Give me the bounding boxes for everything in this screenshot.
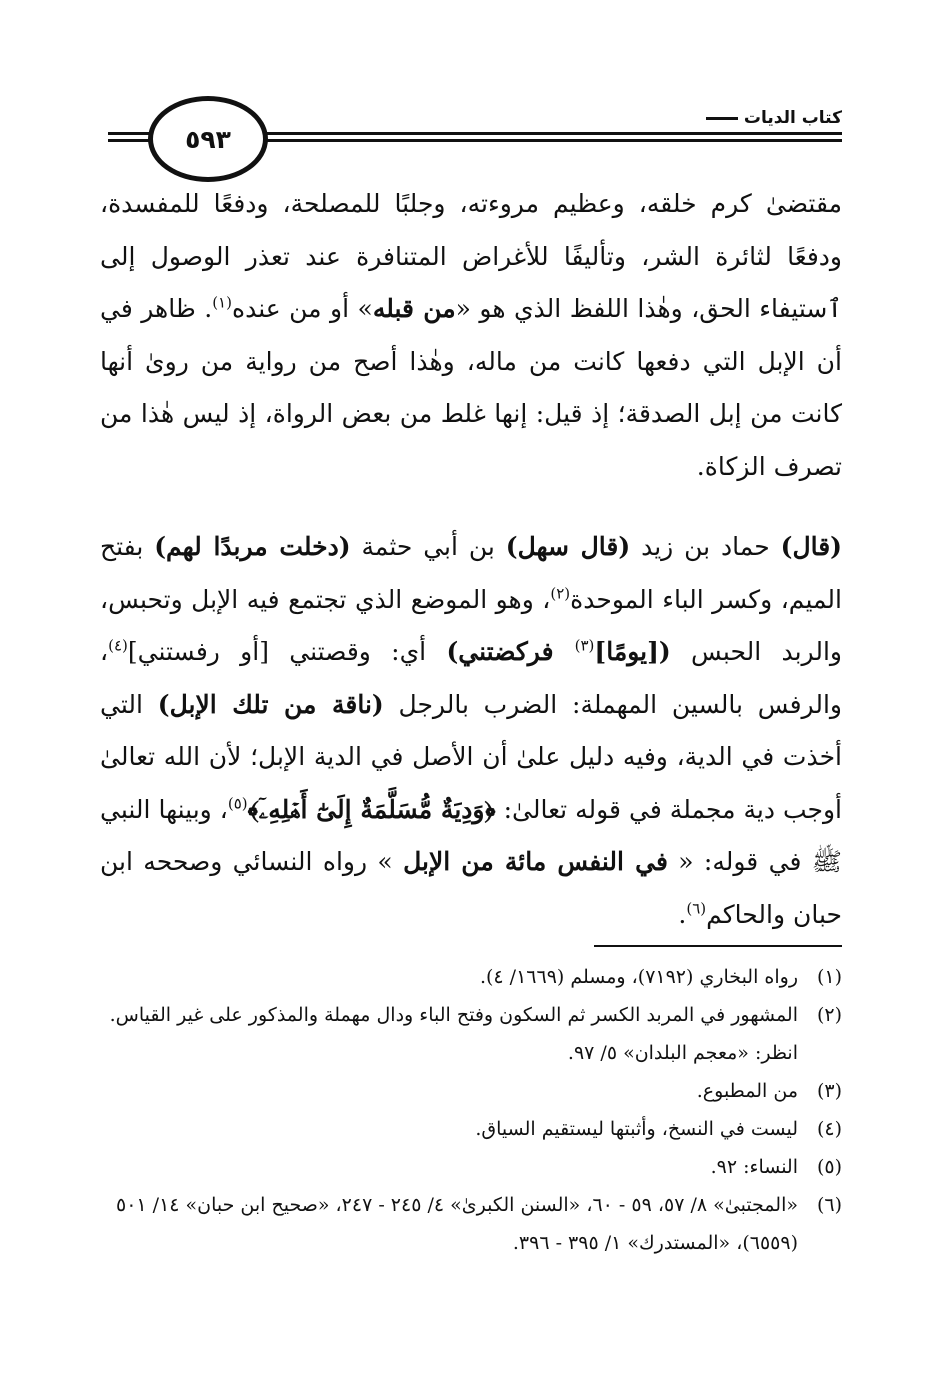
footnote-marker: (١) [212,293,232,312]
footnote-separator [594,945,842,947]
footnote-text: «المجتبىٰ» ٨/ ٥٧، ٥٩ - ٦٠، «السنن الكبرىٰ» ٤/ ٢٤٥ - ٢٤٧، «صحيح ابن حبان» ١٤/ ٥٠١ (٦٥٥٩)، «المستدرك» ١/ ٣٩٥ - ٣٩٦. [115,1194,798,1254]
bold-run: (ناقة من تلك الإبل) [157,689,384,719]
bold-run: ([يومًا] [594,637,671,666]
footnote-item [96,996,842,1072]
running-title [690,108,842,128]
page-number-badge [148,96,268,182]
footnote-marker: (٢) [550,584,571,603]
running-title-text: كتاب الديات [743,108,842,128]
footnote-marker: (٦) [686,899,707,918]
paragraph-2 [100,521,842,941]
text-run: . ظاهر في أن الإبل التي دفعها كانت من ماله، وهٰذا أصح من رواية من روىٰ أنها كانت من إبل الصدقة؛ إذ قيل: إنها غلط من بعض الرواة، إذ ليس هٰذا من تصرف الزكاة. [100,294,842,481]
footnote-marker: (٣) [574,636,595,655]
hadith-quote: في النفس مائة من الإبل [403,847,668,876]
running-title-dash [706,117,738,120]
footnote-text: رواه البخاري (٧١٩٢)، ومسلم (١٦٦٩/ ٤). [479,966,798,988]
footnotes [96,958,842,1262]
footnote-item [96,1186,842,1262]
footnote-number: (٦) [816,1194,842,1216]
footnote-number: (١) [816,966,842,988]
footnote-number: (٤) [816,1118,842,1140]
text-run: » رواه النسائي وصححه ابن حبان والحاكم [100,847,842,929]
footnote-item [96,958,842,996]
page-number: ٥٩٣ [185,124,231,154]
bold-run: فركضتني) [446,637,575,666]
footnote-number: (٥) [816,1156,842,1178]
main-text [100,178,842,941]
footnote-item [96,1148,842,1186]
text-run: مقتضىٰ كرم خلقه، وعظيم مروءته، وجلبًا للمصلحة، ودفعًا للمفسدة، ودفعًا لثائرة الشر، وتأليفًا للأغراض المتنافرة عند تعذر الوصول إلى ٱستيفاء الحق، وهٰذا اللفظ الذي هو « [100,189,842,323]
footnote-text: من المطبوع. [696,1080,798,1102]
text-run: ، والرفس بالسين المهملة: الضرب بالرجل [100,637,842,719]
footnote-text: المشهور في المربد الكسر ثم السكون وفتح الباء ودال مهملة والمذكور على غير القياس. انظر: «معجم البلدان» ٥/ ٩٧. [109,1004,798,1064]
footnote-text: النساء: ٩٢. [710,1156,798,1178]
paragraph-1 [100,178,842,493]
footnote-marker: (٤) [108,636,128,655]
quran-quote: ﴿وَدِيَةٌ مُّسَلَّمَةٌ إِلَىٰٓ أَهۡلِهِۦٓ﴾ [247,794,496,824]
text-run: . [678,899,687,929]
bold-run: من قبله [372,294,456,323]
text-run: بفتح الميم، وكسر الباء الموحدة [100,532,842,614]
text-run: بن أبي حثمة [350,532,506,561]
footnote-text: ليست في النسخ، وأثبتها ليستقيم السياق. [475,1118,798,1140]
text-run: ، وهو الموضع الذي تجتمع فيه الإبل وتحبس، والربد الحبس [100,584,842,666]
footnote-number: (٣) [816,1080,842,1102]
text-run: » أو من عنده [231,294,373,323]
footnote-number: (٢) [816,1004,842,1026]
text-run: أي: وقصتني [أو رفستني] [127,637,447,666]
text-run: حماد بن زيد [630,532,781,561]
bold-run: (قال سهل) [505,532,631,561]
bold-run: (قال) [780,532,842,561]
footnote-marker: (٥) [227,794,248,813]
footnote-item [96,1110,842,1148]
page-header [108,96,842,176]
text-run: ، وبينها النبي ﷺ في قوله: « [100,794,842,876]
footnote-item [96,1072,842,1110]
bold-run: (دخلت مربدًا لهم) [154,532,351,561]
text-run: التي أخذت في الدية، وفيه دليل علىٰ أن الأصل في الدية الإبل؛ لأن الله تعالىٰ أوجب دية مجملة في قوله تعالىٰ: [100,689,842,824]
